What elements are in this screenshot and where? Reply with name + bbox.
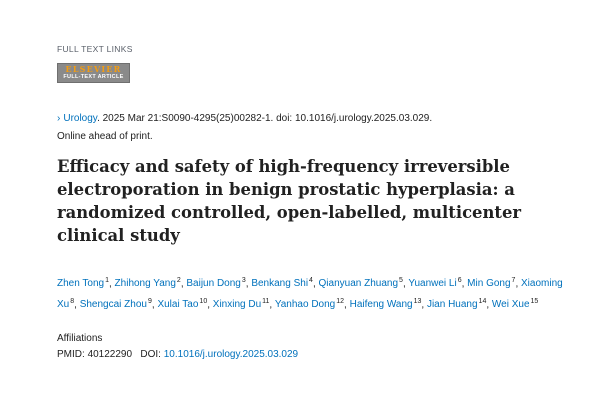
author-item <box>115 278 181 289</box>
author-item <box>157 299 207 310</box>
elsevier-full-text-link[interactable] <box>57 63 130 83</box>
publication-status: Online ahead of print. <box>57 131 153 142</box>
affiliation-number[interactable]: 8 <box>70 297 75 305</box>
author-list: Zhen Tong$^1$, Zhihong Yang$^2$, Baijun Dong$^3$, Benkang Shi$^4$, Qianyuan Zhuang$^5$, Yuanwei Li$^6$, Min Gong$^7$, Xiaoming Xu$^8$, Shengcai Zhou$^9$, Xulai Tao$^{10}$, Xinxing Du$^{11}$, Yanhao Dong$^{12}$, Haifeng Wang$^{13}$, Jian Huang$^{14}$, Wei Xue$^{15}$ <box>57 277 563 311</box>
author-item <box>427 299 486 310</box>
author-name-link[interactable]: Shengcai Zhou <box>79 299 147 311</box>
author-item <box>467 278 515 289</box>
chevron-right-icon: › <box>57 113 61 124</box>
author-name-link[interactable]: Xinxing Du <box>212 299 262 311</box>
author-item <box>492 299 538 310</box>
affiliation-number[interactable]: 10 <box>199 297 208 305</box>
author-item <box>408 278 461 289</box>
affiliation-number[interactable]: 15 <box>530 297 539 305</box>
author-name-link[interactable]: Benkang Shi <box>251 278 309 290</box>
author-item <box>319 278 403 289</box>
full-text-links-heading: FULL TEXT LINKS <box>57 44 133 54</box>
author-item <box>350 299 422 310</box>
author-item <box>251 278 313 289</box>
citation-details: . 2025 Mar 21:S0090-4295(25)00282-1. doi: 10.1016/j.urology.2025.03.029. <box>97 113 433 124</box>
affiliation-number[interactable]: 3 <box>241 277 246 284</box>
author-item <box>57 278 109 289</box>
author-name-link[interactable]: Xulai Tao <box>157 299 199 311</box>
author-name-link[interactable]: Min Gong <box>467 278 511 290</box>
affiliation-number[interactable]: 9 <box>147 297 152 305</box>
author-name-link[interactable]: Baijun Dong <box>186 278 241 290</box>
affiliation-number[interactable]: 13 <box>413 297 422 305</box>
author-name-link[interactable]: Xiaoming Xu <box>57 278 563 311</box>
author-item <box>275 299 344 310</box>
author-item <box>213 299 270 310</box>
affiliation-number[interactable]: 6 <box>457 277 462 284</box>
journal-link[interactable]: Urology <box>63 113 98 124</box>
article-title: Efficacy and safety of high-frequency irreversible electroporation in benign prostatic hyperplasia: a randomized controlled, open-labelled, multicenter clinical study <box>57 157 522 245</box>
doi-link[interactable]: 10.1016/j.urology.2025.03.029 <box>163 349 299 360</box>
affiliation-number[interactable]: 14 <box>478 297 487 305</box>
full-text-article-text: FULL-TEXT ARTICLE <box>63 74 124 80</box>
author-item <box>186 278 245 289</box>
citation <box>57 110 577 146</box>
author-name-link[interactable]: Zhen Tong <box>57 278 105 290</box>
affiliation-number[interactable]: 2 <box>176 277 181 284</box>
affiliation-number[interactable]: 4 <box>309 277 313 284</box>
affiliation-number[interactable]: 11 <box>262 297 270 305</box>
affiliation-number[interactable]: 1 <box>105 277 109 284</box>
author-name-link[interactable]: Jian Huang <box>426 299 478 311</box>
citation-line <box>57 110 577 128</box>
author-name-link[interactable]: Wei Xue <box>491 299 530 311</box>
affiliation-number[interactable]: 5 <box>399 277 403 284</box>
author-name-link[interactable]: Yuanwei Li <box>408 278 457 290</box>
affiliation-number[interactable]: 7 <box>511 277 516 284</box>
affiliation-number[interactable]: 12 <box>336 297 345 305</box>
author-name-link[interactable]: Yanhao Dong <box>274 299 336 311</box>
affiliations-toggle[interactable]: Affiliations <box>57 333 103 344</box>
author-name-link[interactable]: Zhihong Yang <box>114 278 176 290</box>
author-name-link[interactable]: Qianyuan Zhuang <box>318 278 399 290</box>
elsevier-brand-text: ELSEVIER <box>65 64 122 74</box>
pmid-label: PMID: <box>57 349 85 360</box>
pmid-value: 40122290 <box>87 349 133 360</box>
author-item <box>80 299 152 310</box>
doi-label: DOI: <box>140 349 161 360</box>
author-name-link[interactable]: Haifeng Wang <box>349 299 413 311</box>
article-identifiers <box>57 349 298 360</box>
